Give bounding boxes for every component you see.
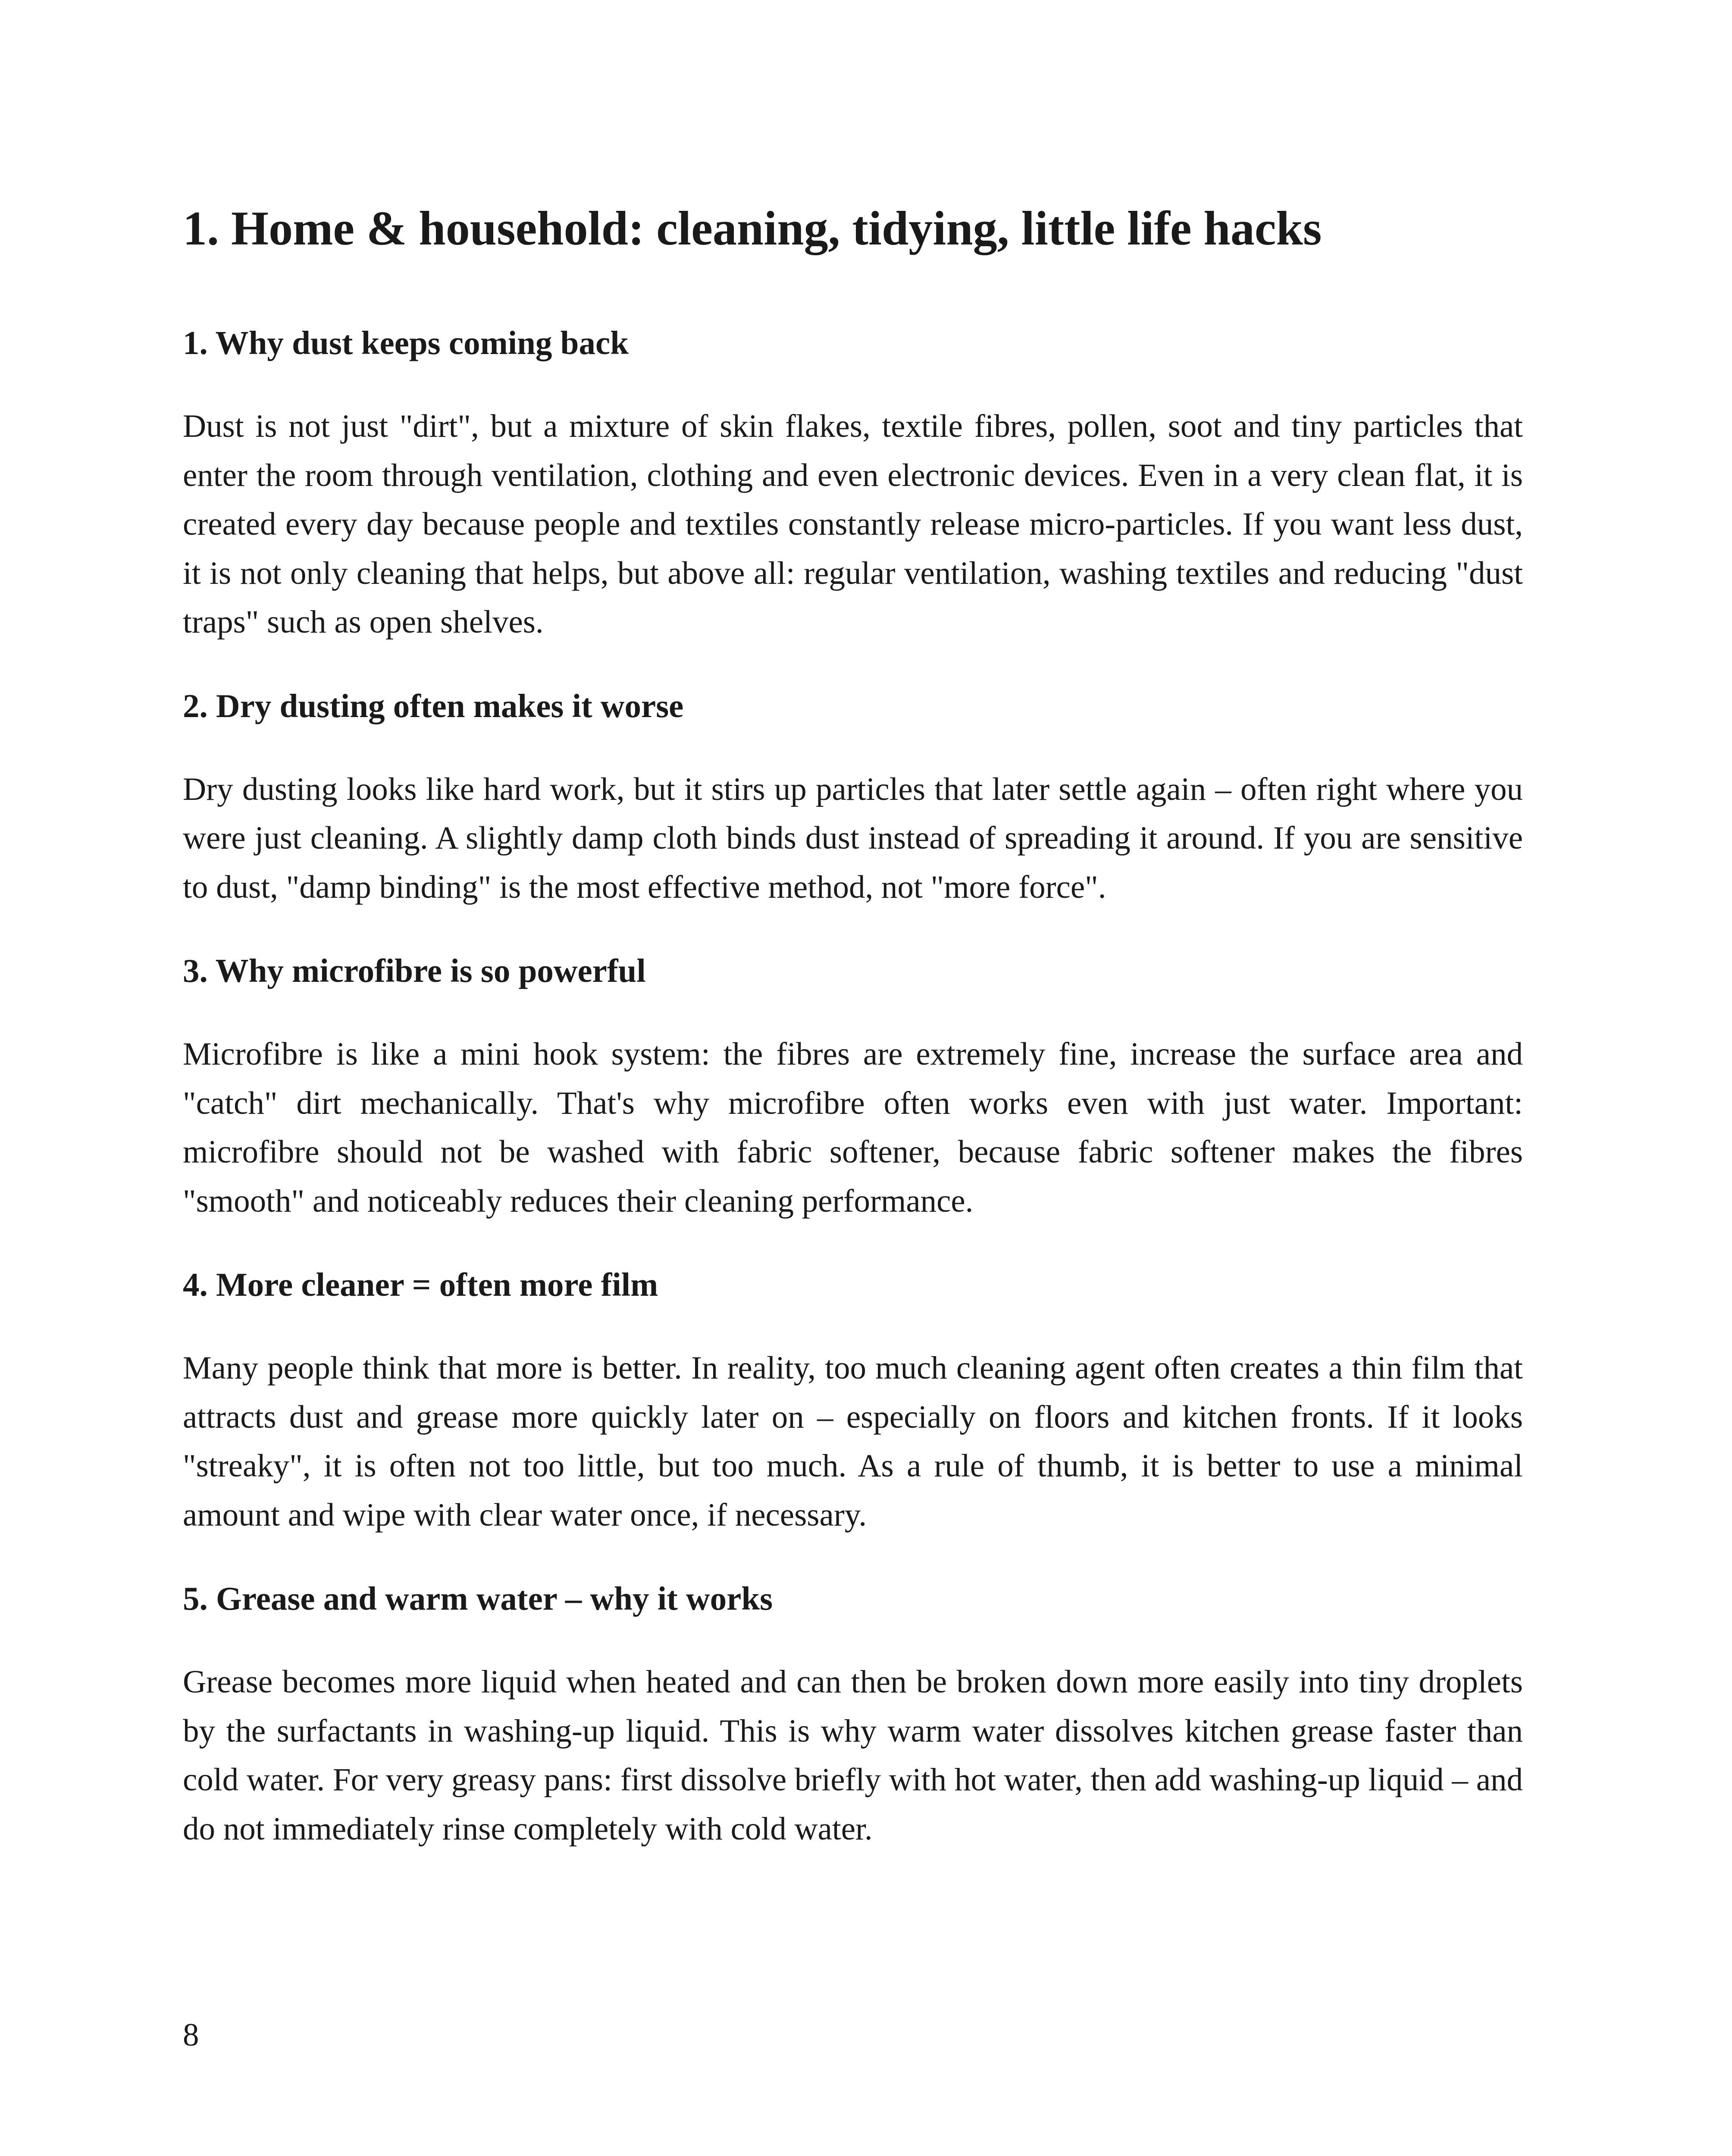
- section-body: Dry dusting looks like hard work, but it stirs up particles that later settle again – often right where you were just cleaning. A slightly damp cloth binds dust instead of spreading it around. If you are sensitive to dust, "damp binding" is the most effective method, not "more force".: [183, 771, 1523, 905]
- section-heading: 2. Dry dusting often makes it worse: [183, 687, 684, 724]
- section-heading: 1. Why dust keeps coming back: [183, 324, 629, 361]
- section-body: Dust is not just "dirt", but a mixture of skin flakes, textile fibres, pollen, soot and tiny particles that enter the room through ventilation, clothing and even electronic devices. Even in a very clean flat, it is created every day because people and textiles constantly release micro-particles. If you want less dust, it is not only cleaning that helps, but above all: regular ventilation, washing textiles and reducing "dust traps" such as open shelves.: [183, 408, 1523, 640]
- chapter-title: 1. Home & household: cleaning, tidying, little life hacks: [183, 202, 1322, 255]
- page-number: 8: [183, 2017, 199, 2053]
- section-more-cleaner: [183, 1261, 1523, 1539]
- section-grease-warm-water: [183, 1575, 1523, 1853]
- page-content: [183, 198, 1523, 1853]
- section-why-dust-keeps-coming-back: [183, 319, 1523, 647]
- section-microfibre: [183, 947, 1523, 1225]
- section-dry-dusting: [183, 682, 1523, 912]
- section-body: Microfibre is like a mini hook system: the fibres are extremely fine, increase the surface area and "catch" dirt mechanically. That's why microfibre often works even with just water. Important: microfibre should not be washed with fabric softener, because fabric softener makes the fibres "smooth" and noticeably reduces their cleaning performance.: [183, 1036, 1523, 1219]
- section-heading: 3. Why microfibre is so powerful: [183, 952, 646, 989]
- section-heading: 5. Grease and warm water – why it works: [183, 1580, 773, 1617]
- section-body: Many people think that more is better. In reality, too much cleaning agent often creates a thin film that attracts dust and grease more quickly later on – especially on floors and kitchen fronts. If it looks "streaky", it is often not too little, but too much. As a rule of thumb, it is better to use a minimal amount and wipe with clear water once, if necessary.: [183, 1350, 1523, 1533]
- section-heading: 4. More cleaner = often more film: [183, 1266, 658, 1303]
- section-body: Grease becomes more liquid when heated and can then be broken down more easily into tiny droplets by the surfactants in washing-up liquid. This is why warm water dissolves kitchen grease faster than cold water. For very greasy pans: first dissolve briefly with hot water, then add washing-up liquid – and do not immediately rinse completely with cold water.: [183, 1664, 1523, 1847]
